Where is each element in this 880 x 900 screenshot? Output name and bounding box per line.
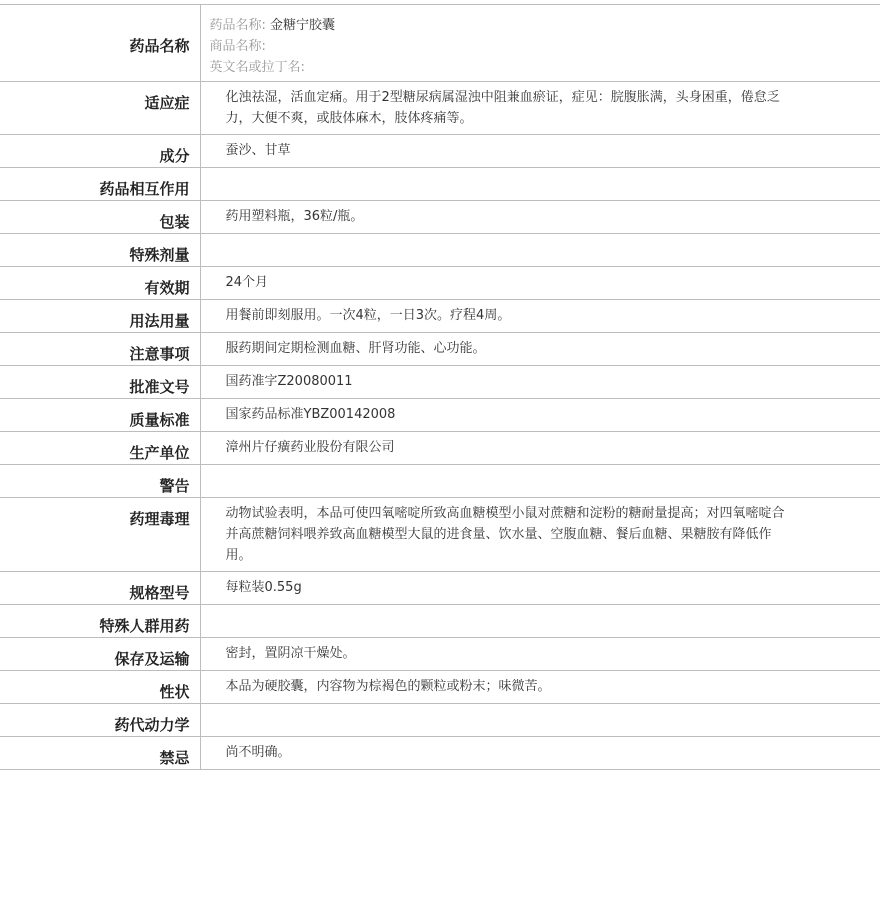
table-row bbox=[0, 498, 880, 572]
row-label: 特殊人群用药 bbox=[0, 605, 200, 638]
row-value: 24个月 bbox=[200, 267, 880, 300]
table-row bbox=[0, 399, 880, 432]
row-label: 保存及运输 bbox=[0, 638, 200, 671]
row-label: 特殊剂量 bbox=[0, 234, 200, 267]
table-row bbox=[0, 234, 880, 267]
row-value: 漳州片仔癀药业股份有限公司 bbox=[200, 432, 880, 465]
row-label: 性状 bbox=[0, 671, 200, 704]
row-label: 包装 bbox=[0, 201, 200, 234]
row-value: 国药准字Z20080011 bbox=[200, 366, 880, 399]
row-value bbox=[200, 704, 880, 737]
row-value bbox=[200, 465, 880, 498]
row-label: 药品相互作用 bbox=[0, 168, 200, 201]
table-row bbox=[0, 605, 880, 638]
row-label: 适应症 bbox=[0, 82, 200, 135]
row-label: 批准文号 bbox=[0, 366, 200, 399]
row-label: 禁忌 bbox=[0, 737, 200, 770]
table-row bbox=[0, 366, 880, 399]
table-row bbox=[0, 135, 880, 168]
table-row bbox=[0, 333, 880, 366]
row-label: 药理毒理 bbox=[0, 498, 200, 572]
row-label: 质量标准 bbox=[0, 399, 200, 432]
row-value bbox=[200, 605, 880, 638]
trade-name-label: 商品名称: bbox=[209, 39, 266, 54]
row-label: 成分 bbox=[0, 135, 200, 168]
row-value: 尚不明确。 bbox=[200, 737, 880, 770]
row-value: 动物试验表明，本品可使四氧嘧啶所致高血糖模型小鼠对蔗糖和淀粉的糖耐量提高；对四氧嘧啶合并高蔗糖饲料喂养致高血糖模型大鼠的进食量、饮水量、空腹血糖、餐后血糖、果糖胺有降低作用。 bbox=[200, 498, 880, 572]
row-label: 注意事项 bbox=[0, 333, 200, 366]
table-row bbox=[0, 704, 880, 737]
row-label: 生产单位 bbox=[0, 432, 200, 465]
table-row bbox=[0, 168, 880, 201]
table-row bbox=[0, 201, 880, 234]
row-value: 每粒装0.55g bbox=[200, 572, 880, 605]
table-row bbox=[0, 432, 880, 465]
table-row bbox=[0, 638, 880, 671]
row-value bbox=[200, 168, 880, 201]
row-value: 药用塑料瓶，36粒/瓶。 bbox=[200, 201, 880, 234]
english-name-line bbox=[210, 57, 880, 78]
row-label: 用法用量 bbox=[0, 300, 200, 333]
row-label: 药代动力学 bbox=[0, 704, 200, 737]
row-value: 用餐前即刻服用。一次4粒，一日3次。疗程4周。 bbox=[200, 300, 880, 333]
row-label: 药品名称 bbox=[0, 5, 200, 82]
generic-name-line bbox=[210, 15, 880, 36]
row-value: 化浊祛湿，活血定痛。用于2型糖尿病属湿浊中阻兼血瘀证，症见：脘腹胀满，头身困重，倦怠乏力，大便不爽，或肢体麻木，肢体疼痛等。 bbox=[200, 82, 880, 135]
table-row bbox=[0, 82, 880, 135]
table-row bbox=[0, 572, 880, 605]
name-block bbox=[200, 5, 880, 82]
row-label: 规格型号 bbox=[0, 572, 200, 605]
table-row bbox=[0, 300, 880, 333]
row-value: 蚕沙、甘草 bbox=[200, 135, 880, 168]
drug-info-table bbox=[0, 4, 880, 770]
trade-name-line bbox=[210, 36, 880, 57]
row-value: 服药期间定期检测血糖、肝肾功能、心功能。 bbox=[200, 333, 880, 366]
row-value: 本品为硬胶囊，内容物为棕褐色的颗粒或粉末；味微苦。 bbox=[200, 671, 880, 704]
row-label: 有效期 bbox=[0, 267, 200, 300]
row-value bbox=[200, 234, 880, 267]
table-row-name bbox=[0, 5, 880, 82]
generic-name-label: 药品名称: bbox=[209, 18, 266, 33]
generic-name-value: 金糖宁胶囊 bbox=[270, 18, 336, 33]
table-row bbox=[0, 671, 880, 704]
table-row bbox=[0, 267, 880, 300]
table-row bbox=[0, 737, 880, 770]
table-row bbox=[0, 465, 880, 498]
row-label: 警告 bbox=[0, 465, 200, 498]
english-name-label: 英文名或拉丁名: bbox=[209, 60, 305, 75]
row-value: 国家药品标准YBZ00142008 bbox=[200, 399, 880, 432]
table-body bbox=[0, 5, 880, 770]
row-value: 密封，置阴凉干燥处。 bbox=[200, 638, 880, 671]
